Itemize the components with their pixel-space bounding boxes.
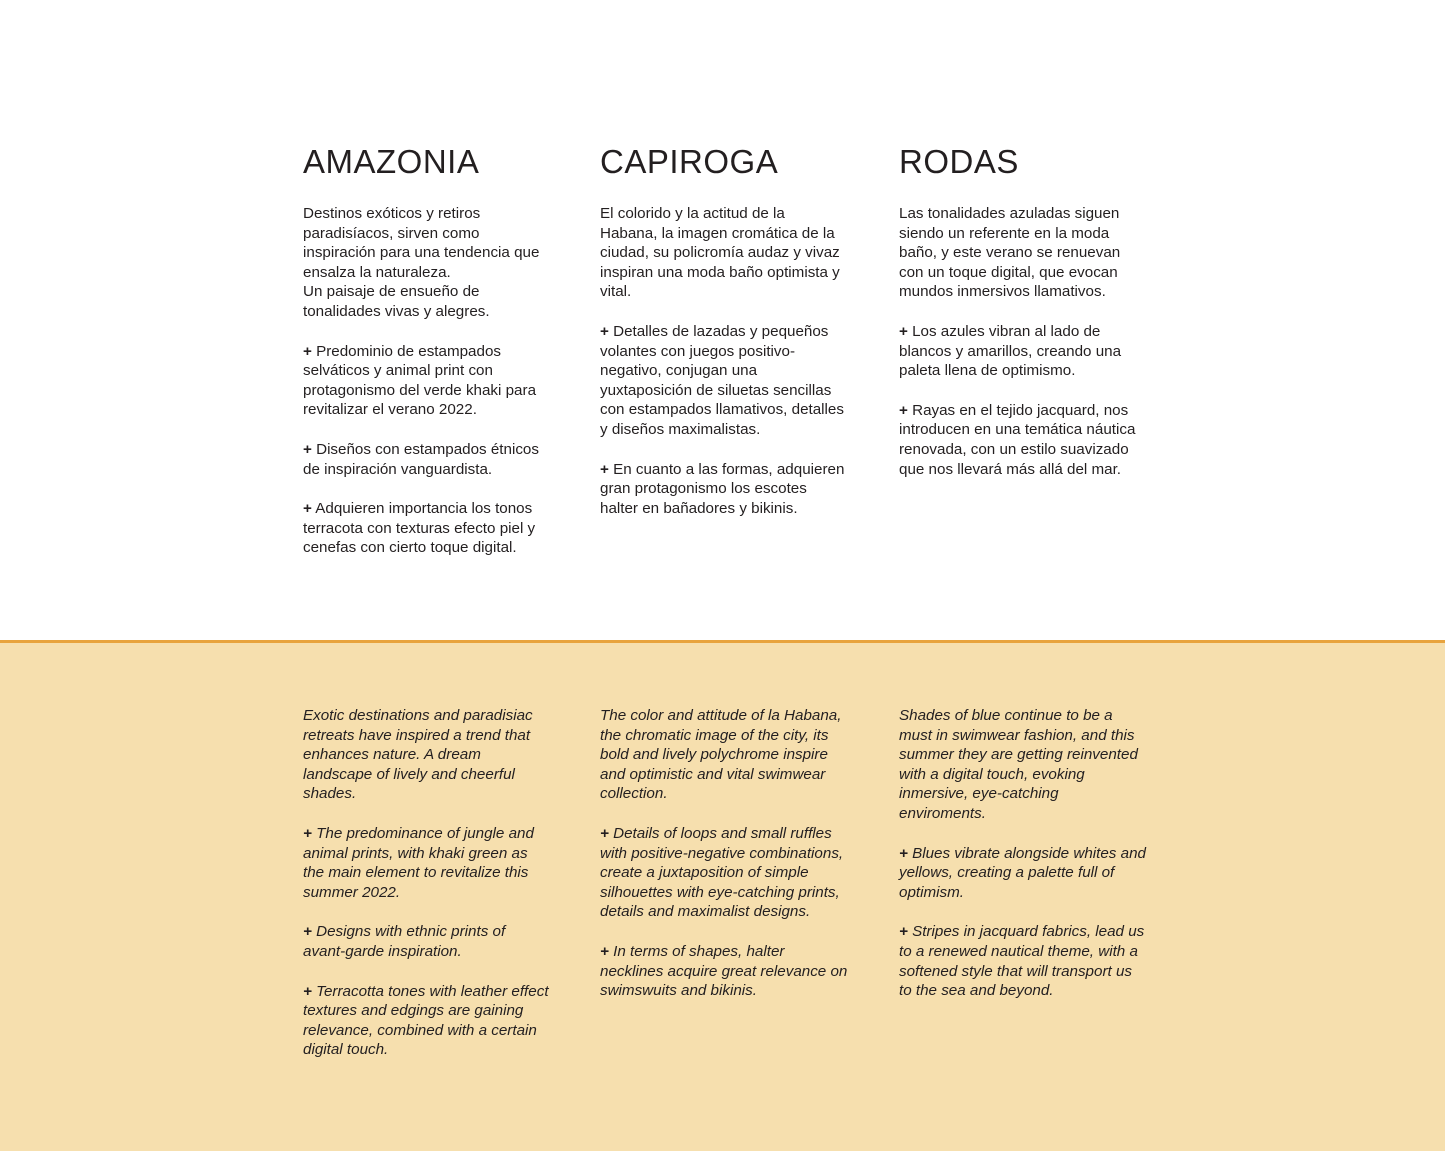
- spanish-columns: [303, 145, 1303, 558]
- paragraph: + Diseños con estampados étnicos de inspiración vanguardista.: [303, 440, 539, 478]
- column-title-rodas: RODAS: [899, 143, 1019, 180]
- paragraph: + Rayas en el tejido jacquard, nos introducen en una temática náutica renovada, con un estilo suavizado que nos llevará más allá del mar.: [899, 401, 1136, 478]
- paragraph-en: Exotic destinations and paradisiac retreats have inspired a trend that enhances nature. A dream landscape of lively and cheerful shades.: [303, 707, 533, 803]
- paragraph-en: + Terracotta tones with leather effect textures and edgings are gaining relevance, combined with a certain digital touch.: [303, 982, 549, 1059]
- column-title-amazonia: AMAZONIA: [303, 143, 480, 180]
- paragraph-en: The color and attitude of la Habana, the chromatic image of the city, its bold and lively polychrome inspire and optimistic and vital swimwear collection.: [600, 707, 842, 803]
- english-section: [0, 640, 1445, 1151]
- paragraph: + Detalles de lazadas y pequeños volantes con juegos positivo-negativo, conjugan una yuxtaposición de siluetas sencillas con estampados llamativos, detalles y diseños maximalistas.: [600, 322, 844, 438]
- column-rodas: [899, 145, 1196, 558]
- paragraph: Las tonalidades azuladas siguen siendo un referente en la moda baño, y este verano se renuevan con un toque digital, que evocan mundos inmersivos llamativos.: [899, 205, 1121, 301]
- paragraph: Destinos exóticos y retiros paradisíacos, sirven como inspiración para una tendencia que ensalza la naturaleza. Un paisaje de ensueño de tonalidades vivas y alegres.: [303, 205, 540, 320]
- column-rodas-en: [899, 706, 1196, 1060]
- paragraph-en: + In terms of shapes, halter necklines acquire great relevance on swimswuits and bikinis.: [600, 942, 848, 1000]
- column-amazonia: [303, 145, 600, 558]
- paragraph: + Predominio de estampados selváticos y animal print con protagonismo del verde khaki para revitalizar el verano 2022.: [303, 342, 537, 419]
- paragraph: + En cuanto a las formas, adquieren gran protagonismo los escotes halter en bañadores y bikinis.: [600, 460, 845, 517]
- paragraph: + Adquieren importancia los tonos terracota con texturas efecto piel y cenefas con cierto toque digital.: [303, 500, 536, 557]
- paragraph-en: Shades of blue continue to be a must in swimwear fashion, and this summer they are getting reinvented with a digital touch, evoking inmersive, eye-catching enviroments.: [899, 707, 1138, 822]
- paragraph-en: + The predominance of jungle and animal prints, with khaki green as the main element to revitalize this summer 2022.: [303, 824, 534, 901]
- english-columns: [303, 706, 1303, 1060]
- paragraph-en: + Designs with ethnic prints of avant-garde inspiration.: [303, 923, 506, 960]
- paragraph-en: + Blues vibrate alongside whites and yellows, creating a palette full of optimism.: [899, 844, 1146, 901]
- paragraph: El colorido y la actitud de la Habana, la imagen cromática de la ciudad, su policromía audaz y vivaz inspiran una moda baño optimista y vital.: [600, 205, 840, 301]
- column-amazonia-en: [303, 706, 600, 1060]
- paragraph-en: + Details of loops and small ruffles with positive-negative combinations, create a juxtaposition of simple silhouettes with eye-catching prints, details and maximalist designs.: [600, 824, 844, 921]
- column-capiroga-en: [600, 706, 899, 1060]
- paragraph: + Los azules vibran al lado de blancos y amarillos, creando una paleta llena de optimismo.: [899, 322, 1122, 380]
- column-title-capiroga: CAPIROGA: [600, 143, 779, 180]
- paragraph-en: + Stripes in jacquard fabrics, lead us to a renewed nautical theme, with a softened style that will transport us to the sea and beyond.: [899, 923, 1145, 1000]
- column-capiroga: [600, 145, 899, 558]
